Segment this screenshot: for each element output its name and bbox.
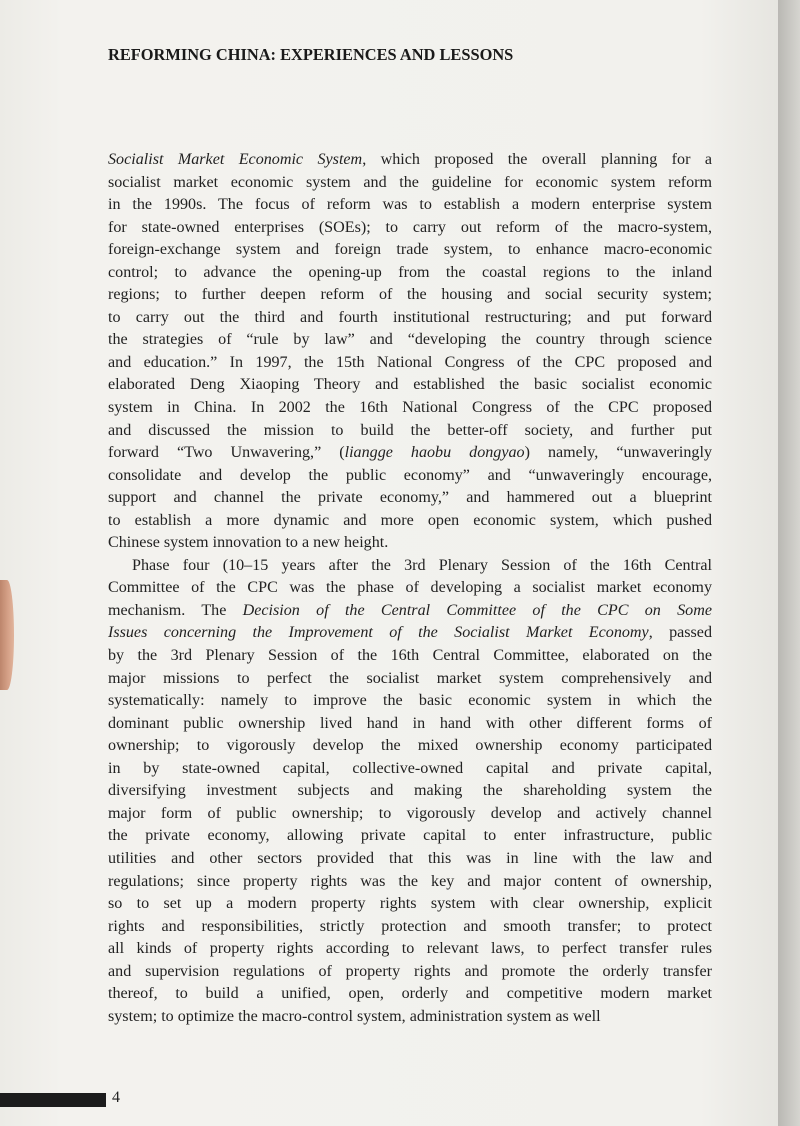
text-segment: by the 3rd Plenary Session of the 16th Central Committee, elaborated on the bbox=[108, 647, 712, 665]
footer-bar bbox=[0, 1093, 106, 1107]
text-segment: systematically: namely to improve the basic economic system in which the bbox=[108, 692, 712, 710]
text-segment: foreign-exchange system and foreign trade system, to enhance macro-economic bbox=[108, 241, 712, 259]
text-segment: thereof, to build a unified, open, orderly and competitive modern market bbox=[108, 985, 712, 1003]
text-segment: control; to advance the opening-up from the coastal regions to the inland bbox=[108, 263, 712, 281]
text-line bbox=[108, 871, 712, 894]
text-segment: ownership; to vigorously develop the mixed ownership economy participated bbox=[108, 737, 712, 755]
text-line bbox=[108, 780, 712, 803]
text-line bbox=[108, 532, 712, 555]
text-segment: Chinese system innovation to a new height. bbox=[108, 534, 389, 552]
text-line bbox=[108, 172, 712, 195]
text-line bbox=[108, 420, 712, 443]
text-line bbox=[108, 600, 712, 623]
text-line bbox=[108, 555, 712, 578]
text-line bbox=[108, 577, 712, 600]
text-line bbox=[108, 735, 712, 758]
text-segment: so to set up a modern property rights system with clear ownership, explicit bbox=[108, 895, 712, 913]
text-line bbox=[108, 149, 712, 172]
page-edge bbox=[778, 0, 800, 1126]
text-segment: major missions to perfect the socialist market system comprehensively and bbox=[108, 669, 712, 687]
text-line bbox=[108, 352, 712, 375]
text-segment: system in China. In 2002 the 16th National Congress of the CPC proposed bbox=[108, 399, 712, 417]
text-segment: to carry out the third and fourth institutional restructuring; and put forward bbox=[108, 308, 712, 326]
text-segment: socialist market economic system and the guideline for economic system reform bbox=[108, 173, 712, 191]
text-line bbox=[108, 307, 712, 330]
text-segment: elaborated Deng Xiaoping Theory and established the basic socialist economic bbox=[108, 376, 712, 394]
thumb bbox=[0, 580, 14, 690]
text-segment: and supervision regulations of property rights and promote the orderly transfer bbox=[108, 962, 712, 980]
text-segment: and education.” In 1997, the 15th National Congress of the CPC proposed and bbox=[108, 353, 712, 371]
page-number: 4 bbox=[112, 1089, 120, 1106]
italic-text: liangge haobu dongyao bbox=[344, 444, 525, 462]
text-line bbox=[108, 690, 712, 713]
text-line bbox=[108, 825, 712, 848]
text-line bbox=[108, 329, 712, 352]
text-line bbox=[108, 983, 712, 1006]
text-segment: regulations; since property rights was the key and major content of ownership, bbox=[108, 872, 712, 890]
running-head: REFORMING CHINA: EXPERIENCES AND LESSONS bbox=[108, 45, 514, 64]
text-line bbox=[108, 668, 712, 691]
text-segment: Phase four (10–15 years after the 3rd Plenary Session of the 16th Central bbox=[132, 556, 712, 574]
text-line bbox=[108, 397, 712, 420]
text-line bbox=[108, 645, 712, 668]
text-line bbox=[108, 713, 712, 736]
text-line bbox=[108, 1006, 712, 1029]
text-segment: ) namely, “unwaveringly bbox=[524, 444, 712, 462]
text-line bbox=[108, 803, 712, 826]
text-line bbox=[108, 938, 712, 961]
text-segment: the private economy, allowing private capital to enter infrastructure, public bbox=[108, 827, 712, 845]
italic-text: Issues concerning the Improvement of the Socialist Market Economy bbox=[108, 624, 649, 642]
text-line bbox=[108, 510, 712, 533]
text-segment: system; to optimize the macro-control system, administration system as well bbox=[108, 1007, 601, 1025]
text-segment: the strategies of “rule by law” and “developing the country through science bbox=[108, 331, 712, 349]
text-line bbox=[108, 217, 712, 240]
text-segment: Committee of the CPC was the phase of developing a socialist market economy bbox=[108, 579, 712, 597]
text-segment: regions; to further deepen reform of the housing and social security system; bbox=[108, 286, 712, 304]
text-segment: forward “Two Unwavering,” ( bbox=[108, 444, 345, 462]
text-line bbox=[108, 487, 712, 510]
italic-text: Decision of the Central Committee of the CPC on Some bbox=[242, 601, 712, 619]
text-line bbox=[108, 262, 712, 285]
text-segment: dominant public ownership lived hand in hand with other different forms of bbox=[108, 714, 712, 732]
text-segment: , passed bbox=[648, 624, 712, 642]
text-line bbox=[108, 848, 712, 871]
text-segment: mechanism. The bbox=[108, 601, 243, 619]
text-segment: consolidate and develop the public economy” and “unwaveringly encourage, bbox=[108, 466, 712, 484]
text-segment: in by state-owned capital, collective-owned capital and private capital, bbox=[108, 759, 712, 777]
text-line bbox=[108, 961, 712, 984]
text-segment: in the 1990s. The focus of reform was to establish a modern enterprise system bbox=[108, 196, 712, 214]
text-segment: support and channel the private economy,” and hammered out a blueprint bbox=[108, 489, 712, 507]
text-segment: , which proposed the overall planning for a bbox=[362, 151, 712, 168]
text-line bbox=[108, 239, 712, 262]
italic-text: Socialist Market Economic System bbox=[108, 151, 363, 168]
text-line bbox=[108, 465, 712, 488]
body-text bbox=[108, 149, 712, 1028]
text-line bbox=[108, 284, 712, 307]
text-segment: to establish a more dynamic and more open economic system, which pushed bbox=[108, 511, 712, 529]
text-line bbox=[108, 893, 712, 916]
text-segment: and discussed the mission to build the better-off society, and further put bbox=[108, 421, 712, 439]
text-segment: utilities and other sectors provided that this was in line with the law and bbox=[108, 849, 712, 867]
text-line bbox=[108, 916, 712, 939]
text-segment: all kinds of property rights according to relevant laws, to perfect transfer rules bbox=[108, 940, 712, 958]
text-line bbox=[108, 374, 712, 397]
text-line bbox=[108, 194, 712, 217]
text-line bbox=[108, 622, 712, 645]
text-segment: major form of public ownership; to vigorously develop and actively channel bbox=[108, 804, 712, 822]
text-segment: rights and responsibilities, strictly protection and smooth transfer; to protect bbox=[108, 917, 712, 935]
text-line bbox=[108, 442, 712, 465]
text-segment: for state-owned enterprises (SOEs); to carry out reform of the macro-system, bbox=[108, 218, 712, 236]
text-line bbox=[108, 758, 712, 781]
text-segment: diversifying investment subjects and making the shareholding system the bbox=[108, 782, 712, 800]
